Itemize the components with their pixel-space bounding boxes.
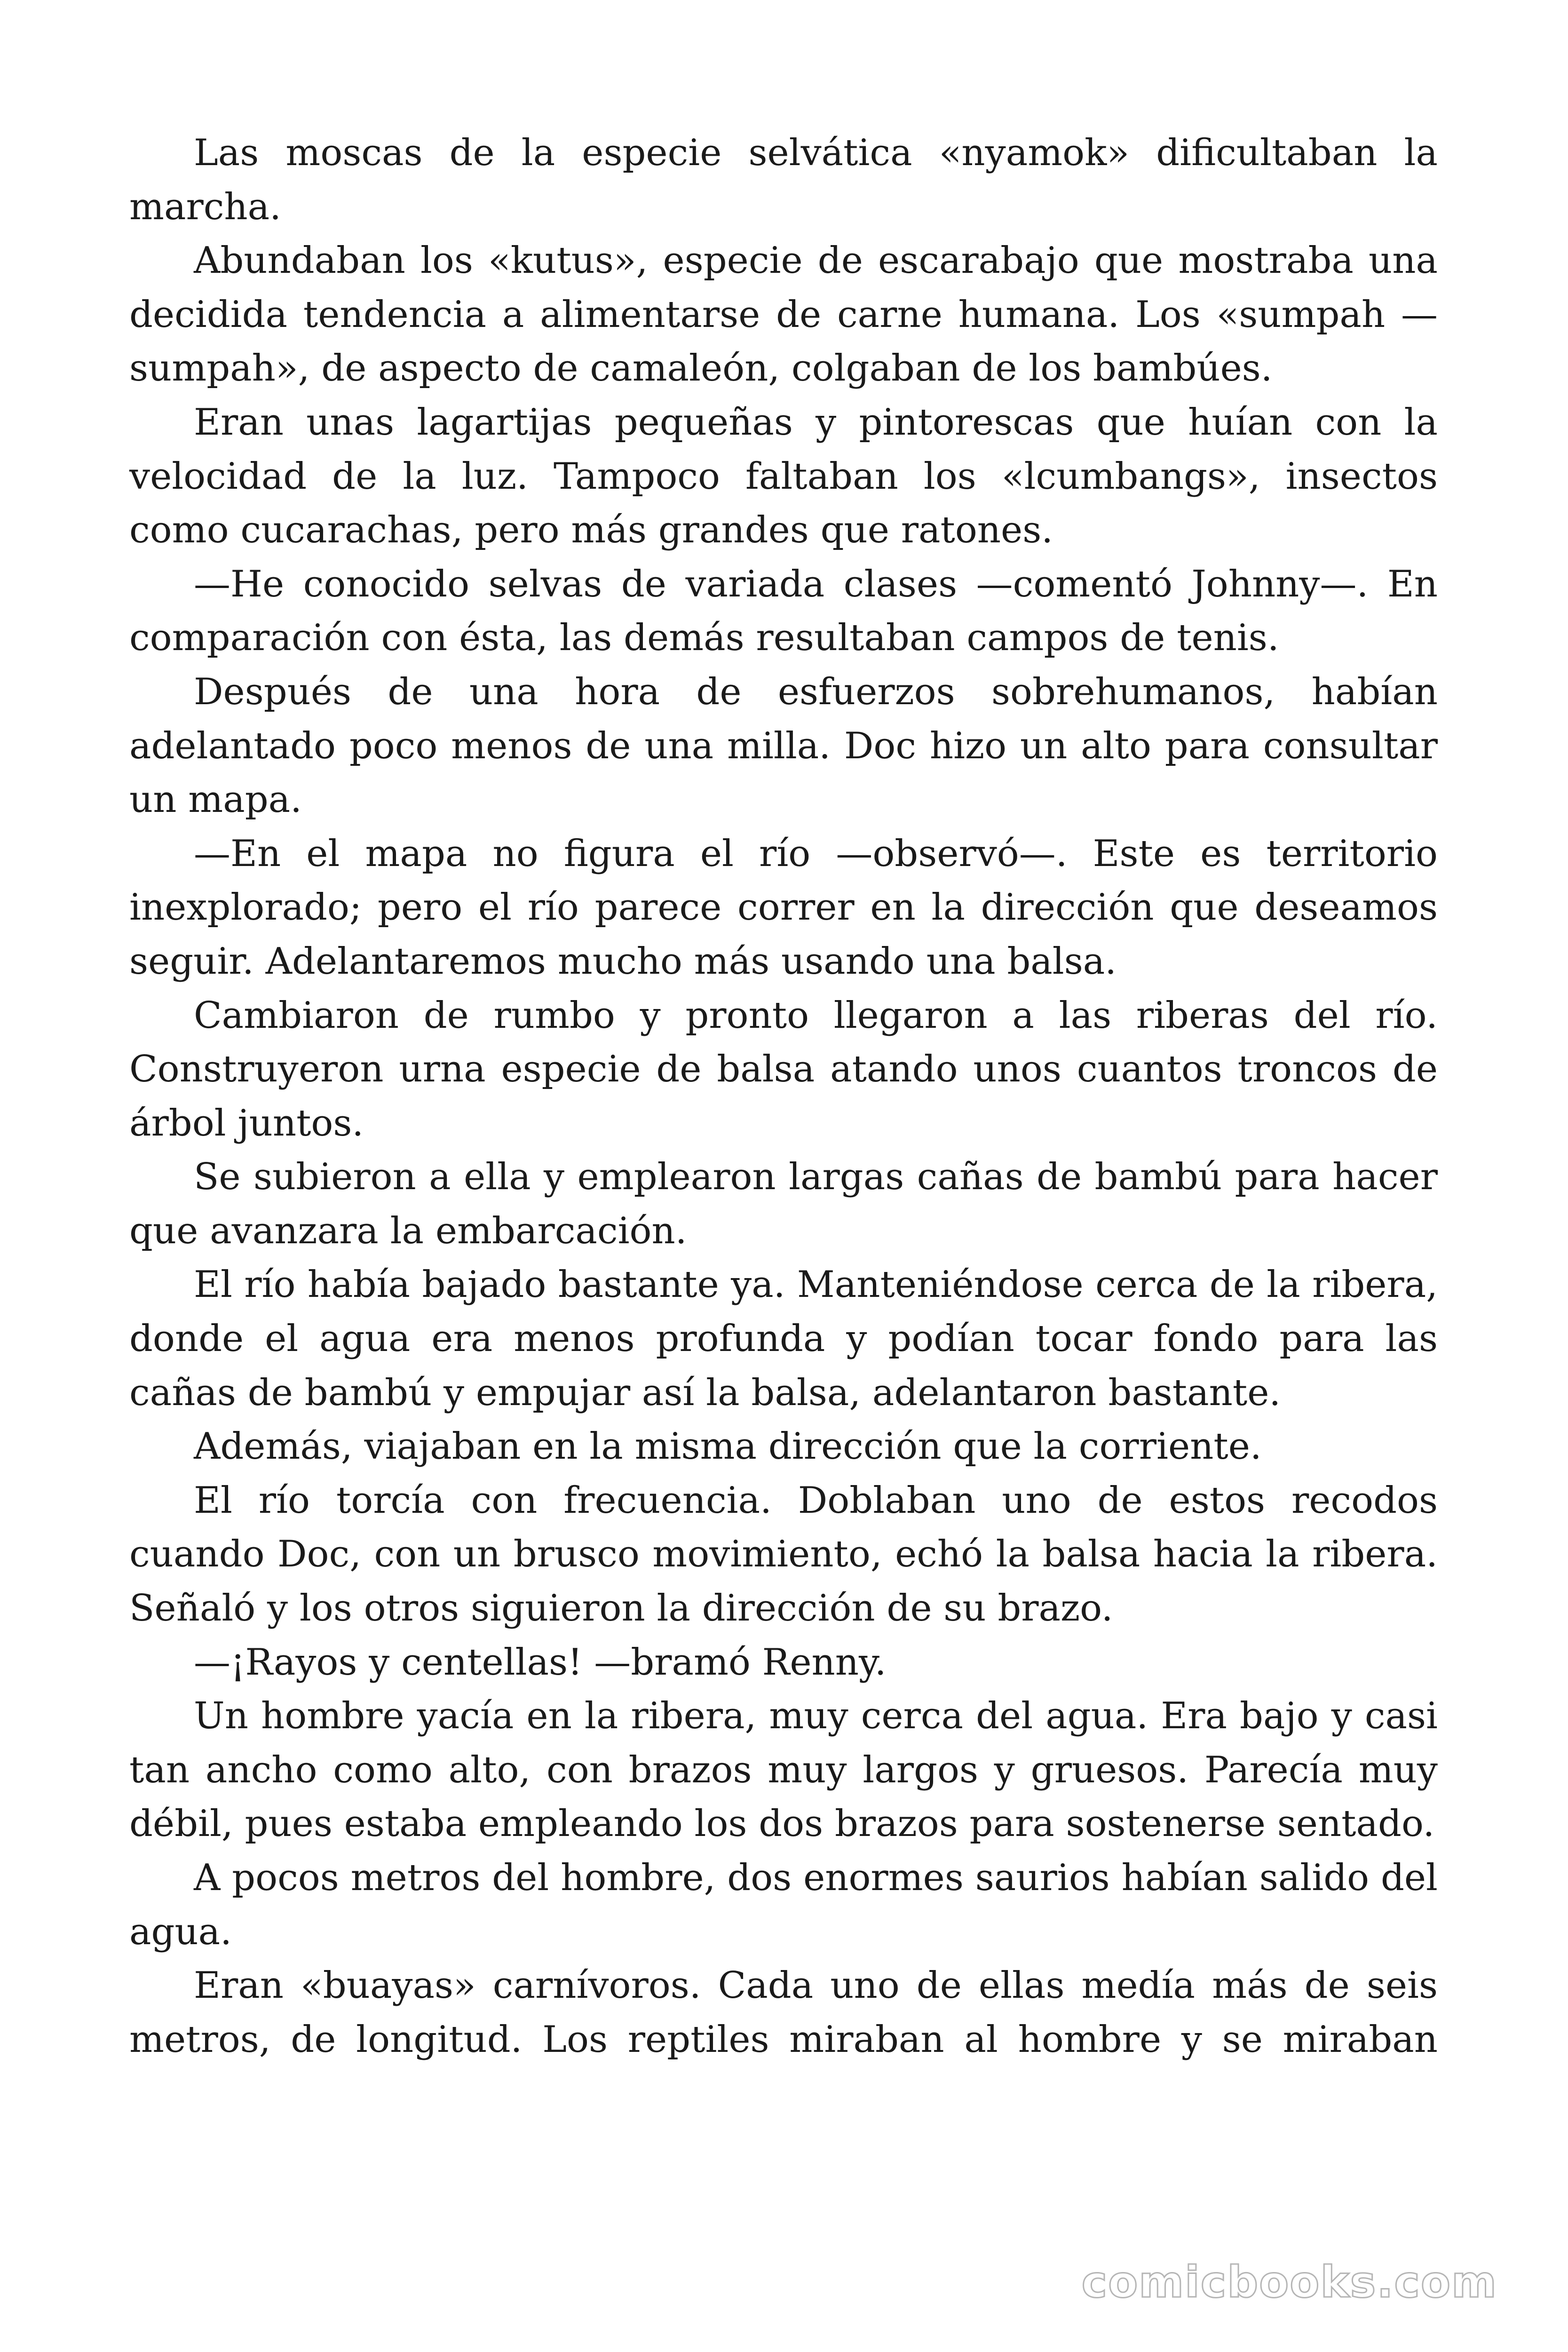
- paragraph-last: Eran «buayas» carnívoros. Cada uno de ellas medía más de seis metros, de longitud. Los reptiles miraban al hombre y se miraban: [129, 1964, 1438, 2061]
- paragraph: Además, viajaban en la misma dirección que la corriente.: [194, 1425, 1262, 1468]
- paragraph: El río había bajado bastante ya. Manteniéndose cerca de la ribera, donde el agua era menos profunda y podían tocar fondo para las cañas de bambú y empujar así la balsa, adelantaron bastante.: [129, 1263, 1438, 1414]
- body-text: [129, 126, 1438, 2066]
- paragraph: —En el mapa no figura el río —observó—. Este es territorio inexplorado; pero el río parece correr en la dirección que deseamos seguir. Adelantaremos mucho más usando una balsa.: [129, 832, 1438, 983]
- paragraph: A pocos metros del hombre, dos enormes saurios habían salido del agua.: [129, 1857, 1438, 1953]
- paragraph: Las moscas de la especie selvática «nyamok» dificultaban la marcha.: [129, 132, 1438, 228]
- paragraph: —¡Rayos y centellas! —bramó Renny.: [194, 1641, 887, 1684]
- paragraph: Cambiaron de rumbo y pronto llegaron a las riberas del río. Construyeron urna especie de balsa atando unos cuantos troncos de árbol juntos.: [129, 994, 1438, 1144]
- paragraph: El río torcía con frecuencia. Doblaban uno de estos recodos cuando Doc, con un brusco movimiento, echó la balsa hacia la ribera. Señaló y los otros siguieron la dirección de su brazo.: [129, 1479, 1438, 1630]
- paragraph: Un hombre yacía en la ribera, muy cerca del agua. Era bajo y casi tan ancho como alto, con brazos muy largos y gruesos. Parecía muy débil, pues estaba empleando los dos brazos para sostenerse sentado.: [129, 1695, 1438, 1845]
- paragraph: Eran unas lagartijas pequeñas y pintorescas que huían con la velocidad de la luz. Tampoco faltaban los «lcumbangs», insectos como cucarachas, pero más grandes que ratones.: [129, 401, 1438, 552]
- watermark: comicbooks.com: [1081, 2257, 1497, 2307]
- paragraph: Después de una hora de esfuerzos sobrehumanos, habían adelantado poco menos de una milla. Doc hizo un alto para consultar un mapa.: [129, 670, 1438, 821]
- paragraph: —He conocido selvas de variada clases —comentó Johnny—. En comparación con ésta, las demás resultaban campos de tenis.: [129, 563, 1438, 660]
- paragraph: Abundaban los «kutus», especie de escarabajo que mostraba una decidida tendencia a alimentarse de carne humana. Los «sumpah — sumpah», de aspecto de camaleón, colgaban de los bambúes.: [129, 239, 1438, 390]
- paragraph: Se subieron a ella y emplearon largas cañas de bambú para hacer que avanzara la embarcación.: [129, 1156, 1438, 1252]
